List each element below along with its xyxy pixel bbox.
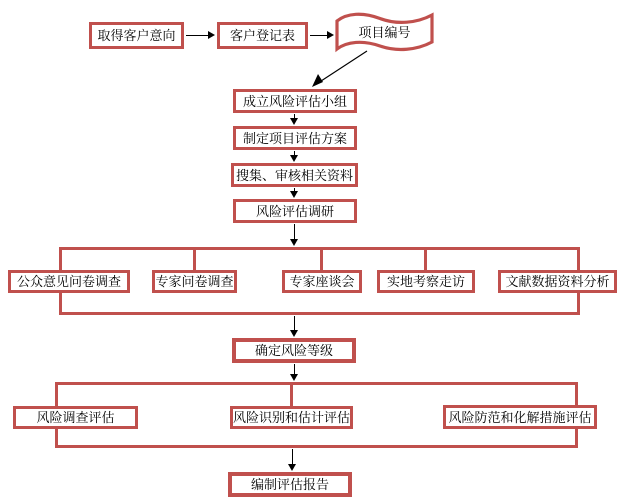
arrow-head-icon [290,191,298,198]
arrow-collect-to-research [290,188,299,198]
arrow-team-to-plan [290,114,299,125]
node-project-number-label: 项目编号 [358,24,411,40]
connector-risk-identify-eval [290,382,293,408]
node-make-plan: 制定项目评估方案 [233,126,357,150]
arrow-head-icon [290,374,298,381]
arrow-registration-to-number [310,31,334,40]
connector-field-visit [424,247,427,272]
arrow-head-icon [327,31,334,39]
arrow-head-icon [290,155,298,162]
node-expert-forum: 专家座谈会 [282,270,362,293]
arrow-intent-to-registration [186,31,215,40]
node-client-registration: 客户登记表 [217,22,308,49]
arrow-evaluations-to-report [288,449,297,471]
node-collect-review: 搜集、审核相关资料 [231,163,358,187]
arrow-plan-to-collect [290,151,299,162]
node-project-number [335,9,434,53]
node-compile-report: 编制评估报告 [228,472,352,497]
connector-expert-survey [193,247,196,272]
arrow-shaft [186,35,210,36]
node-acquire-intent: 取得客户意向 [89,22,184,49]
node-determine-level: 确定风险等级 [232,338,356,363]
node-risk-research: 风险评估调研 [233,199,357,223]
node-expert-survey: 专家问卷调查 [152,270,237,293]
arrow-research-to-methods [290,224,299,246]
node-public-survey: 公众意见问卷调查 [8,270,130,293]
node-setup-team: 成立风险评估小组 [233,89,357,113]
arrow-head-icon [288,464,296,471]
node-field-visit: 实地考察走访 [377,270,475,293]
arrow-level-to-evaluations [290,364,299,381]
arrow-head-icon [290,118,298,125]
arrow-head-icon [208,31,215,39]
arrow-head-icon [290,239,298,246]
node-risk-survey-eval: 风险调查评估 [13,406,138,429]
arrow-methods-to-level [290,316,299,337]
arrow-head-icon [290,330,298,337]
node-risk-prevention-eval: 风险防范和化解措施评估 [443,405,597,429]
node-literature-analysis: 文献数据资料分析 [498,270,617,293]
node-risk-identify-eval: 风险识别和估计评估 [230,406,353,429]
connector-expert-forum [320,247,323,272]
